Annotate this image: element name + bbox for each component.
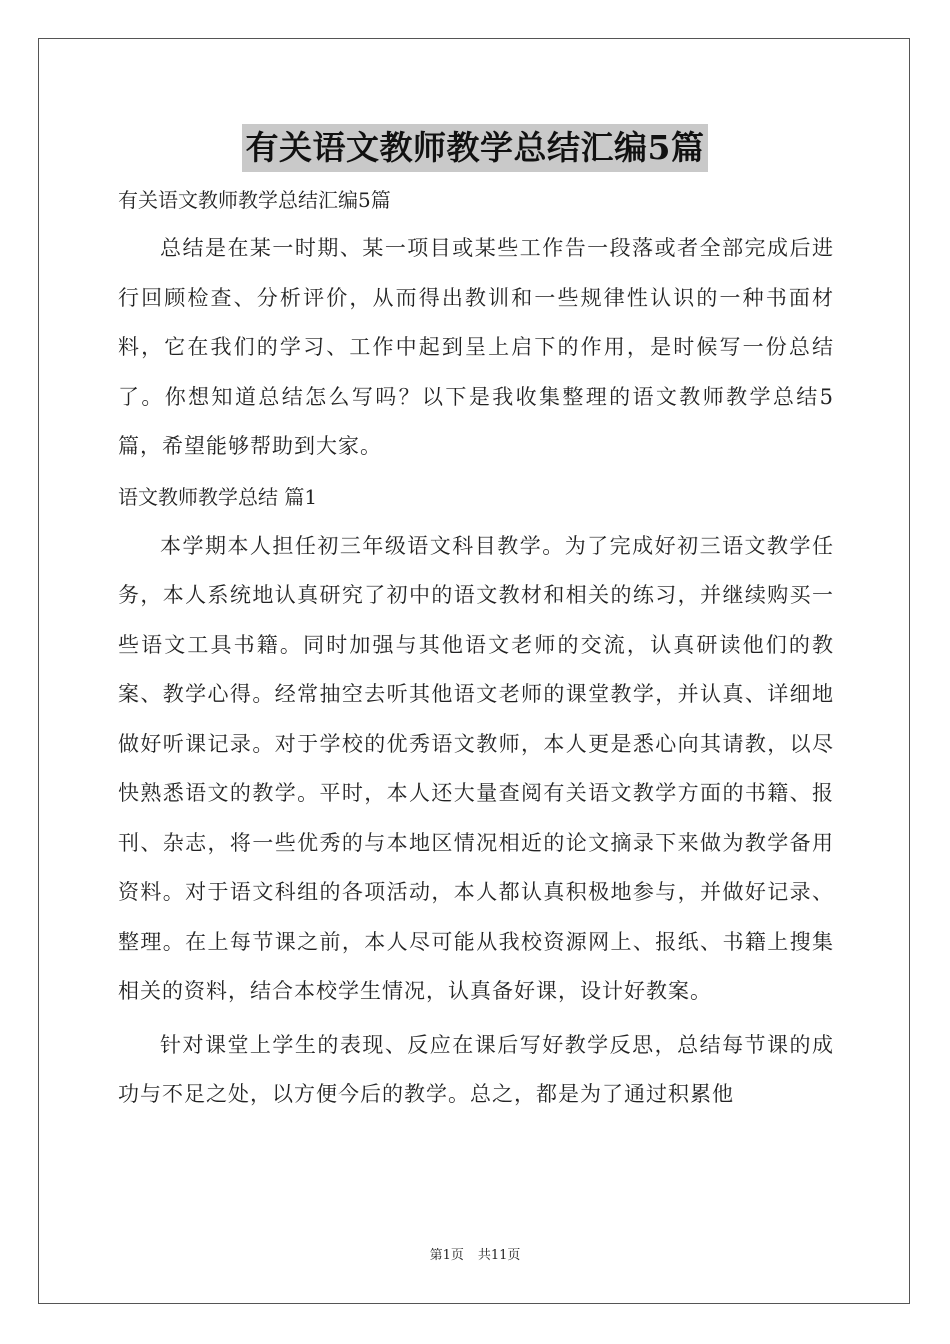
document-body xyxy=(118,176,834,1120)
document-subtitle: 有关语文教师教学总结汇编5篇 xyxy=(118,188,391,212)
title-container xyxy=(0,124,950,172)
body-paragraph: 本学期本人担任初三年级语文科目教学。为了完成好初三语文教学任务，本人系统地认真研究了初中的语文教材和相关的练习，并继续购买一些语文工具书籍。同时加强与其他语文老师的交流，认真研读他们的教案、教学心得。经常抽空去听其他语文老师的课堂教学，并认真、详细地做好听课记录。对于学校的优秀语文教师，本人更是悉心向其请教，以尽快熟悉语文的教学。平时，本人还大量查阅有关语文教学方面的书籍、报刊、杂志，将一些优秀的与本地区情况相近的论文摘录下来做为教学备用资料。对于语文科组的各项活动，本人都认真积极地参与，并做好记录、整理。在上每节课之前，本人尽可能从我校资源网上、报纸、书籍上搜集相关的资料，结合本校学生情况，认真备好课，设计好教案。 xyxy=(118,533,834,1003)
page-number: 第1页 xyxy=(429,1248,464,1263)
page-footer xyxy=(0,1244,950,1263)
intro-paragraph: 总结是在某一时期、某一项目或某些工作告一段落或者全部完成后进行回顾检查、分析评价，从而得出教训和一些规律性认识的一种书面材料，它在我们的学习、工作中起到呈上启下的作用，是时候写一份总结了。你想知道总结怎么写吗？以下是我收集整理的语文教师教学总结5篇，希望能够帮助到大家。 xyxy=(118,236,834,458)
body-paragraph: 针对课堂上学生的表现、反应在课后写好教学反思，总结每节课的成功与不足之处，以方便今后的教学。总之，都是为了通过积累他 xyxy=(118,1032,834,1106)
document-title: 有关语文教师教学总结汇编5篇 xyxy=(242,124,709,172)
section-heading: 语文教师教学总结 篇1 xyxy=(118,484,318,509)
page-total: 共11页 xyxy=(477,1248,521,1263)
